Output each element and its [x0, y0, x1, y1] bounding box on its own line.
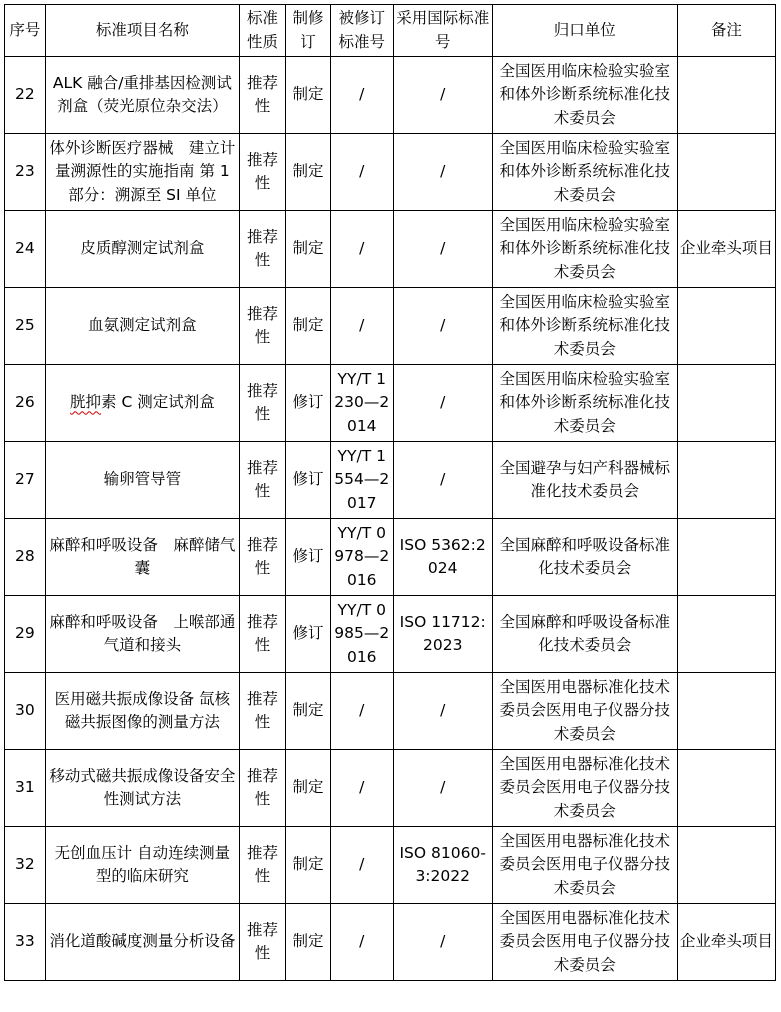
cell-no: 31: [5, 750, 46, 827]
cell-note: [677, 673, 775, 750]
cell-nature: 推荐性: [240, 57, 286, 134]
cell-nature: 推荐性: [240, 211, 286, 288]
cell-intl-std: /: [393, 750, 492, 827]
cell-name: 医用磁共振成像设备 氙核磁共振图像的测量方法: [45, 673, 239, 750]
cell-note: [677, 596, 775, 673]
table-header-row: [5, 5, 776, 57]
cell-no: 28: [5, 519, 46, 596]
table-row: [5, 827, 776, 904]
cell-org: 全国医用电器标准化技术委员会医用电子仪器分技术委员会: [492, 750, 677, 827]
cell-revised-std: /: [330, 134, 393, 211]
cell-intl-std: ISO 11712:2023: [393, 596, 492, 673]
cell-intl-std: /: [393, 57, 492, 134]
header-no: 序号: [5, 5, 46, 57]
cell-org: 全国医用临床检验实验室和体外诊断系统标准化技术委员会: [492, 57, 677, 134]
header-revised-std: 被修订标准号: [330, 5, 393, 57]
cell-no: 32: [5, 827, 46, 904]
cell-revision: 制定: [286, 288, 331, 365]
cell-nature: 推荐性: [240, 750, 286, 827]
cell-org: 全国医用临床检验实验室和体外诊断系统标准化技术委员会: [492, 288, 677, 365]
cell-intl-std: /: [393, 134, 492, 211]
table-row: [5, 442, 776, 519]
cell-revision: 修订: [286, 365, 331, 442]
spellcheck-marked-text: 胱抑: [70, 393, 102, 412]
cell-nature: 推荐性: [240, 596, 286, 673]
cell-revision: 制定: [286, 673, 331, 750]
cell-note: [677, 365, 775, 442]
standards-table: [4, 4, 776, 981]
table-row: [5, 596, 776, 673]
cell-name: 麻醉和呼吸设备 麻醉储气囊: [45, 519, 239, 596]
header-org: 归口单位: [492, 5, 677, 57]
cell-note: [677, 519, 775, 596]
cell-no: 25: [5, 288, 46, 365]
cell-name: 输卵管导管: [45, 442, 239, 519]
cell-revised-std: /: [330, 673, 393, 750]
cell-revised-std: /: [330, 288, 393, 365]
cell-name: 消化道酸碱度测量分析设备: [45, 904, 239, 981]
cell-note: [677, 134, 775, 211]
cell-note: [677, 827, 775, 904]
cell-intl-std: /: [393, 904, 492, 981]
cell-name: [45, 365, 239, 442]
cell-revised-std: /: [330, 57, 393, 134]
cell-revision: 修订: [286, 596, 331, 673]
cell-note: 企业牵头项目: [677, 904, 775, 981]
table-row: [5, 57, 776, 134]
cell-org: 全国麻醉和呼吸设备标准化技术委员会: [492, 519, 677, 596]
cell-intl-std: /: [393, 442, 492, 519]
cell-note: [677, 288, 775, 365]
cell-nature: 推荐性: [240, 288, 286, 365]
cell-revised-std: YY/T 0985—2016: [330, 596, 393, 673]
cell-intl-std: /: [393, 365, 492, 442]
cell-revised-std: /: [330, 211, 393, 288]
cell-no: 29: [5, 596, 46, 673]
cell-name: 体外诊断医疗器械 建立计量溯源性的实施指南 第 1 部分：溯源至 SI 单位: [45, 134, 239, 211]
cell-revision: 制定: [286, 827, 331, 904]
cell-no: 30: [5, 673, 46, 750]
cell-note: [677, 750, 775, 827]
cell-revised-std: YY/T 1554—2017: [330, 442, 393, 519]
cell-no: 26: [5, 365, 46, 442]
table-row: [5, 365, 776, 442]
cell-revision: 修订: [286, 442, 331, 519]
cell-intl-std: /: [393, 288, 492, 365]
cell-revision: 制定: [286, 134, 331, 211]
cell-nature: 推荐性: [240, 134, 286, 211]
table-row: [5, 519, 776, 596]
cell-nature: 推荐性: [240, 365, 286, 442]
cell-revision: 制定: [286, 57, 331, 134]
cell-revision: 修订: [286, 519, 331, 596]
header-intl-std: 采用国际标准号: [393, 5, 492, 57]
cell-revised-std: YY/T 0978—2016: [330, 519, 393, 596]
cell-note: [677, 442, 775, 519]
cell-revision: 制定: [286, 750, 331, 827]
cell-revised-std: /: [330, 904, 393, 981]
cell-org: 全国医用电器标准化技术委员会医用电子仪器分技术委员会: [492, 673, 677, 750]
table-row: [5, 134, 776, 211]
cell-org: 全国医用临床检验实验室和体外诊断系统标准化技术委员会: [492, 211, 677, 288]
cell-note: [677, 57, 775, 134]
header-revision: 制修订: [286, 5, 331, 57]
cell-note: 企业牵头项目: [677, 211, 775, 288]
cell-intl-std: ISO 81060-3:2022: [393, 827, 492, 904]
cell-org: 全国麻醉和呼吸设备标准化技术委员会: [492, 596, 677, 673]
cell-org: 全国医用电器标准化技术委员会医用电子仪器分技术委员会: [492, 904, 677, 981]
table-row: [5, 750, 776, 827]
cell-revised-std: /: [330, 827, 393, 904]
cell-name: 移动式磁共振成像设备安全性测试方法: [45, 750, 239, 827]
cell-org: 全国医用临床检验实验室和体外诊断系统标准化技术委员会: [492, 365, 677, 442]
cell-name: ALK 融合/重排基因检测试剂盒（荧光原位杂交法）: [45, 57, 239, 134]
cell-no: 22: [5, 57, 46, 134]
cell-name: 无创血压计 自动连续测量型的临床研究: [45, 827, 239, 904]
cell-no: 24: [5, 211, 46, 288]
cell-nature: 推荐性: [240, 519, 286, 596]
header-nature: 标准性质: [240, 5, 286, 57]
cell-nature: 推荐性: [240, 673, 286, 750]
cell-intl-std: ISO 5362:2024: [393, 519, 492, 596]
cell-org: 全国医用临床检验实验室和体外诊断系统标准化技术委员会: [492, 134, 677, 211]
cell-no: 23: [5, 134, 46, 211]
cell-nature: 推荐性: [240, 904, 286, 981]
cell-intl-std: /: [393, 211, 492, 288]
cell-nature: 推荐性: [240, 442, 286, 519]
table-row: [5, 904, 776, 981]
table-row: [5, 673, 776, 750]
header-name: 标准项目名称: [45, 5, 239, 57]
cell-org: 全国避孕与妇产科器械标准化技术委员会: [492, 442, 677, 519]
cell-name-rest: 素 C 测定试剂盒: [101, 393, 215, 412]
cell-org: 全国医用电器标准化技术委员会医用电子仪器分技术委员会: [492, 827, 677, 904]
cell-revised-std: YY/T 1230—2014: [330, 365, 393, 442]
cell-name: 血氨测定试剂盒: [45, 288, 239, 365]
cell-nature: 推荐性: [240, 827, 286, 904]
cell-name: 皮质醇测定试剂盒: [45, 211, 239, 288]
table-row: [5, 211, 776, 288]
cell-revision: 制定: [286, 904, 331, 981]
cell-no: 33: [5, 904, 46, 981]
cell-revision: 制定: [286, 211, 331, 288]
cell-revised-std: /: [330, 750, 393, 827]
table-row: [5, 288, 776, 365]
header-note: 备注: [677, 5, 775, 57]
cell-name: 麻醉和呼吸设备 上喉部通气道和接头: [45, 596, 239, 673]
cell-intl-std: /: [393, 673, 492, 750]
cell-no: 27: [5, 442, 46, 519]
